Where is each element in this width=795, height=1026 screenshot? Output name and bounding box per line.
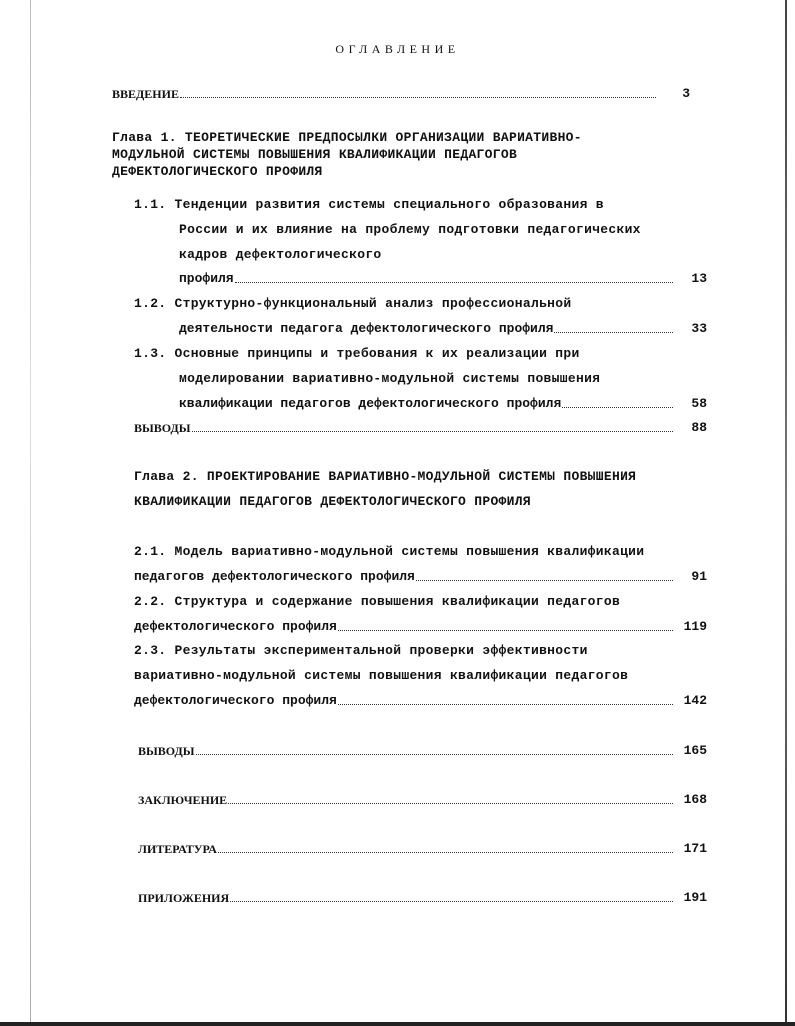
toc-entry-label: педагогов дефектологического профиля <box>134 569 415 584</box>
chapter2-heading-line1[interactable]: Глава 2. ПРОЕКТИРОВАНИЕ ВАРИАТИВНО-МОДУЛЬНОЙ СИСТЕМЫ ПОВЫШЕНИЯ <box>134 469 637 484</box>
toc-entry-1-2[interactable] <box>179 321 707 337</box>
toc-entry-label: ЗАКЛЮЧЕНИЕ <box>138 793 228 807</box>
toc-page-number: 33 <box>691 321 707 336</box>
toc-page-number: 13 <box>691 271 707 286</box>
dot-leader <box>196 754 673 755</box>
toc-entry-label: дефектологического профиля <box>134 619 337 634</box>
toc-page-number: 119 <box>683 619 707 634</box>
dot-leader <box>228 803 673 804</box>
chapter2-heading-line2[interactable]: КВАЛИФИКАЦИИ ПЕДАГОГОВ ДЕФЕКТОЛОГИЧЕСКОГО ПРОФИЛЯ <box>134 494 531 509</box>
toc-page-number: 58 <box>691 396 707 411</box>
toc-page-number: 165 <box>683 743 707 758</box>
chapter1-heading-line3[interactable]: ДЕФЕКТОЛОГИЧЕСКОГО ПРОФИЛЯ <box>112 164 323 179</box>
dot-leader <box>218 852 673 853</box>
toc-entry-2-1[interactable] <box>134 569 707 585</box>
toc-page-number: 88 <box>691 420 707 435</box>
scan-edge-left <box>30 0 31 1026</box>
dot-leader <box>554 332 673 333</box>
toc-entry-conclusions-2[interactable] <box>138 743 707 759</box>
toc-entry-1-1[interactable] <box>179 271 707 287</box>
toc-entry-label: дефектологического профиля <box>134 693 337 708</box>
chapter1-heading-line2[interactable]: МОДУЛЬНОЙ СИСТЕМЫ ПОВЫШЕНИЯ КВАЛИФИКАЦИИ ПЕДАГОГОВ <box>112 147 518 162</box>
toc-entry-label: ВЫВОДЫ <box>138 744 195 758</box>
toc-entry-label: деятельности педагога дефектологического профиля <box>179 321 554 336</box>
chapter1-heading-line1[interactable]: Глава 1. ТЕОРЕТИЧЕСКИЕ ПРЕДПОСЫЛКИ ОРГАНИЗАЦИИ ВАРИАТИВНО- <box>112 130 582 145</box>
section-1-1-line2[interactable]: России и их влияние на проблему подготовки педагогических <box>179 222 641 237</box>
toc-entry-conclusions-1[interactable] <box>134 420 707 436</box>
toc-page-number: 171 <box>683 841 707 856</box>
page-title: ОГЛАВЛЕНИЕ <box>335 42 460 56</box>
section-2-2-line1[interactable]: 2.2. Структура и содержание повышения квалификации педагогов <box>134 594 621 609</box>
toc-entry-label: профиля <box>179 271 234 286</box>
toc-page-number: 191 <box>683 890 707 905</box>
toc-entry-label: ВЫВОДЫ <box>134 421 191 435</box>
dot-leader <box>180 97 656 98</box>
section-2-3-line1[interactable]: 2.3. Результаты экспериментальной проверки эффективности <box>134 643 588 658</box>
toc-page-number: 91 <box>691 569 707 584</box>
section-1-2-line1[interactable]: 1.2. Структурно-функциональный анализ профессиональной <box>134 296 572 311</box>
dot-leader <box>230 901 673 902</box>
dot-leader <box>338 630 673 631</box>
section-1-3-line1[interactable]: 1.3. Основные принципы и требования к их реализации при <box>134 346 580 361</box>
dot-leader <box>416 580 673 581</box>
scan-bottom-edge <box>0 1022 795 1026</box>
section-2-1-line1[interactable]: 2.1. Модель вариативно-модульной системы повышения квалификации <box>134 544 645 559</box>
dot-leader <box>235 282 673 283</box>
toc-entry-label: квалификации педагогов дефектологического профиля <box>179 396 562 411</box>
toc-entry-label: ЛИТЕРАТУРА <box>138 842 217 856</box>
toc-entry-label: ПРИЛОЖЕНИЯ <box>138 891 230 905</box>
section-2-3-line2[interactable]: вариативно-модульной системы повышения квалификации педагогов <box>134 668 629 683</box>
section-1-1-line3[interactable]: кадров дефектологического <box>179 247 382 262</box>
toc-entry-conclusion[interactable] <box>138 792 707 808</box>
toc-page-number: 3 <box>682 86 690 101</box>
dot-leader <box>562 407 673 408</box>
toc-entry-1-3[interactable] <box>179 396 707 412</box>
toc-entry-appendices[interactable] <box>138 890 707 906</box>
dot-leader <box>338 704 673 705</box>
section-1-3-line2[interactable]: моделировании вариативно-модульной системы повышения <box>179 371 601 386</box>
dot-leader <box>192 431 673 432</box>
toc-entry-2-2[interactable] <box>134 619 707 635</box>
toc-entry-literature[interactable] <box>138 841 707 857</box>
toc-page-number: 142 <box>683 693 707 708</box>
toc-entry-label: ВВЕДЕНИЕ <box>112 87 179 101</box>
toc-page-number: 168 <box>683 792 707 807</box>
section-1-1-line1[interactable]: 1.1. Тенденции развития системы специального образования в <box>134 197 604 212</box>
toc-entry-intro[interactable] <box>112 86 690 102</box>
toc-entry-2-3[interactable] <box>134 693 707 709</box>
scan-edge-right <box>785 0 787 1026</box>
